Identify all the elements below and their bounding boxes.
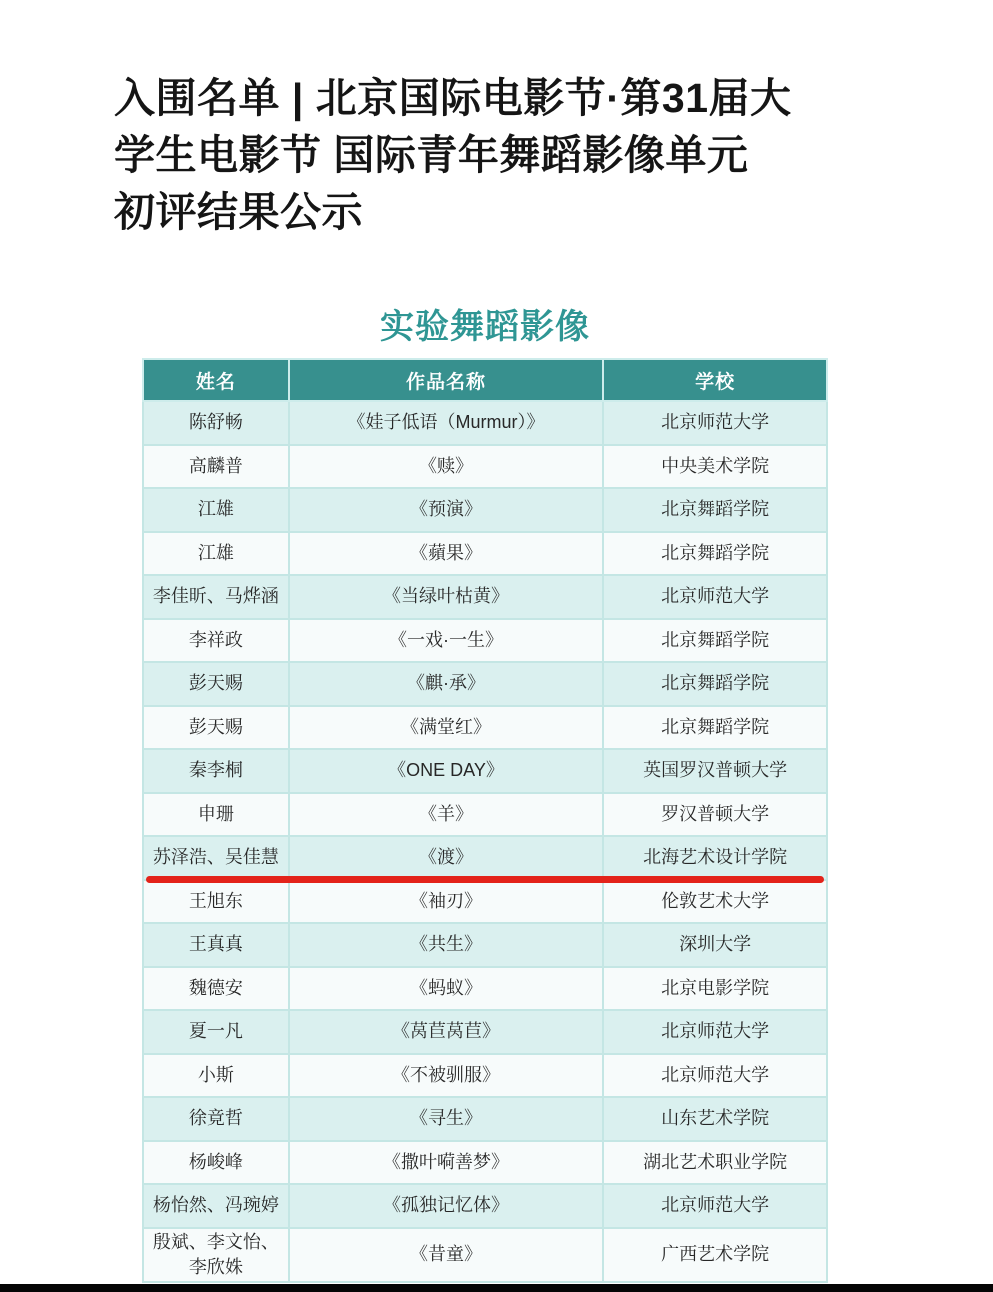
cell-name: 殷斌、李文怡、李欣姝 [143, 1228, 289, 1282]
cell-work: 《莴苣莴苣》 [289, 1010, 604, 1054]
column-header-name: 姓名 [143, 359, 289, 401]
cell-school: 北京舞蹈学院 [603, 488, 827, 532]
cell-school: 英国罗汉普顿大学 [603, 749, 827, 793]
cell-name: 彭天赐 [143, 706, 289, 750]
table-row [143, 445, 827, 489]
page-title [114, 70, 904, 241]
table-row [143, 662, 827, 706]
table-row [143, 619, 827, 663]
cell-name: 高麟普 [143, 445, 289, 489]
table-row [143, 706, 827, 750]
cell-school: 北京师范大学 [603, 1054, 827, 1098]
table-row [143, 967, 827, 1011]
highlight-underline [146, 876, 824, 883]
table-row [143, 488, 827, 532]
cell-name: 秦李桐 [143, 749, 289, 793]
cell-school: 中央美术学院 [603, 445, 827, 489]
table-row [143, 1097, 827, 1141]
cell-work: 《赎》 [289, 445, 604, 489]
table-row [143, 532, 827, 576]
cell-work: 《寻生》 [289, 1097, 604, 1141]
table-row [143, 575, 827, 619]
cell-name: 江雄 [143, 532, 289, 576]
cell-school: 山东艺术学院 [603, 1097, 827, 1141]
page-title-line-3: 初评结果公示 [114, 189, 363, 235]
table-row [143, 793, 827, 837]
cell-school: 广西艺术学院 [603, 1228, 827, 1282]
cell-name: 杨怡然、冯琬婷 [143, 1184, 289, 1228]
cell-school: 北京师范大学 [603, 1184, 827, 1228]
table-row [143, 401, 827, 445]
cell-name: 江雄 [143, 488, 289, 532]
page-title-line-1: 入围名单 | 北京国际电影节·第31届大 [114, 75, 792, 121]
cell-work: 《ONE DAY》 [289, 749, 604, 793]
table-row [143, 749, 827, 793]
cell-work: 《麒·承》 [289, 662, 604, 706]
cell-school: 北京舞蹈学院 [603, 532, 827, 576]
cell-name: 王旭东 [143, 880, 289, 924]
cell-name: 杨峻峰 [143, 1141, 289, 1185]
cell-name: 彭天赐 [143, 662, 289, 706]
results-table-container [142, 358, 828, 1283]
cell-school: 北京舞蹈学院 [603, 706, 827, 750]
table-row [143, 1054, 827, 1098]
cell-work: 《预演》 [289, 488, 604, 532]
cell-school: 深圳大学 [603, 923, 827, 967]
cell-name: 李佳昕、马烨涵 [143, 575, 289, 619]
cell-work: 《撒叶嗬善梦》 [289, 1141, 604, 1185]
cell-name: 苏泽浩、吴佳慧 [143, 836, 289, 880]
table-row [143, 1141, 827, 1185]
cell-work: 《蚂蚁》 [289, 967, 604, 1011]
cell-name: 小斯 [143, 1054, 289, 1098]
cell-school: 湖北艺术职业学院 [603, 1141, 827, 1185]
cell-school: 罗汉普顿大学 [603, 793, 827, 837]
cell-school: 北京师范大学 [603, 1010, 827, 1054]
cell-work: 《袖刃》 [289, 880, 604, 924]
table-row [143, 836, 827, 880]
cell-school: 北京电影学院 [603, 967, 827, 1011]
cell-school: 北京舞蹈学院 [603, 662, 827, 706]
cell-work: 《羊》 [289, 793, 604, 837]
cell-work: 《一戏·一生》 [289, 619, 604, 663]
cell-work: 《共生》 [289, 923, 604, 967]
screenshot-bottom-edge [0, 1284, 993, 1292]
cell-name: 李祥政 [143, 619, 289, 663]
cell-work: 《不被驯服》 [289, 1054, 604, 1098]
table-header-row [143, 359, 827, 401]
cell-school: 北海艺术设计学院 [603, 836, 827, 880]
cell-work: 《娃子低语（Murmur）》 [289, 401, 604, 445]
table-body [143, 401, 827, 1282]
column-header-school: 学校 [603, 359, 827, 401]
cell-work: 《满堂红》 [289, 706, 604, 750]
cell-name: 王真真 [143, 923, 289, 967]
cell-school: 北京舞蹈学院 [603, 619, 827, 663]
page-title-line-2: 学生电影节 国际青年舞蹈影像单元 [114, 132, 749, 178]
cell-work: 《蘋果》 [289, 532, 604, 576]
table-row [143, 1228, 827, 1282]
results-table [142, 358, 828, 1283]
table-row [143, 1184, 827, 1228]
cell-name: 夏一凡 [143, 1010, 289, 1054]
cell-school: 伦敦艺术大学 [603, 880, 827, 924]
cell-school: 北京师范大学 [603, 401, 827, 445]
cell-work: 《昔童》 [289, 1228, 604, 1282]
cell-name: 徐竟哲 [143, 1097, 289, 1141]
table-row [143, 1010, 827, 1054]
table-row [143, 880, 827, 924]
section-title: 实验舞蹈影像 [380, 308, 590, 346]
cell-work: 《渡》 [289, 836, 604, 880]
cell-name: 魏德安 [143, 967, 289, 1011]
cell-work: 《当绿叶枯黄》 [289, 575, 604, 619]
cell-name: 陈舒畅 [143, 401, 289, 445]
column-header-work: 作品名称 [289, 359, 604, 401]
table-row [143, 923, 827, 967]
cell-school: 北京师范大学 [603, 575, 827, 619]
cell-work: 《孤独记忆体》 [289, 1184, 604, 1228]
cell-name: 申珊 [143, 793, 289, 837]
